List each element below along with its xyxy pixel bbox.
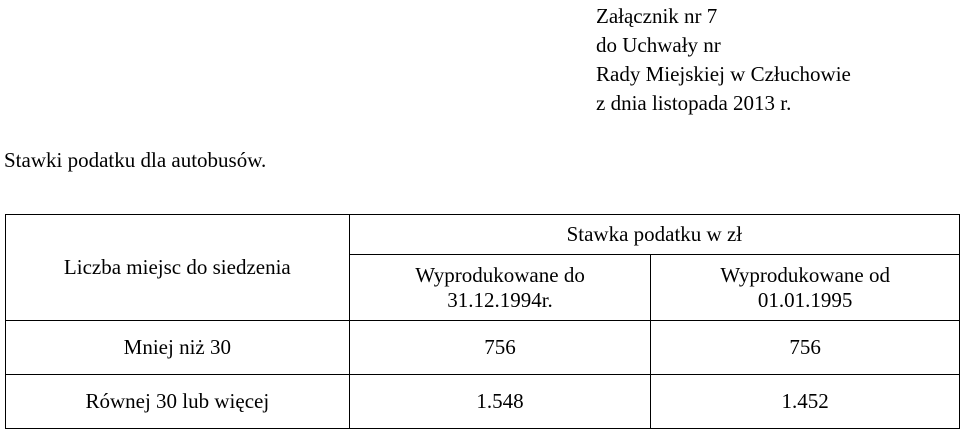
table-row	[6, 375, 960, 429]
annex-council: Rady Miejskiej w Człuchowie	[596, 62, 851, 86]
cell-rate-after: 756	[651, 321, 960, 375]
cell-rate-after: 1.452	[651, 375, 960, 429]
tax-rates-table	[5, 214, 960, 429]
subheader-produced-after-line2: 01.01.1995	[757, 287, 853, 312]
annex-number: Załącznik nr 7	[596, 4, 718, 28]
subheader-produced-before	[349, 255, 651, 321]
subheader-produced-after	[651, 255, 960, 321]
table-header-row	[6, 215, 960, 255]
annex-header	[596, 2, 851, 118]
subheader-produced-before-line1: Wyprodukowane do	[415, 262, 585, 287]
subheader-produced-before-line2: 31.12.1994r.	[447, 287, 553, 312]
subheader-produced-after-line1: Wyprodukowane od	[720, 262, 890, 287]
document-subject: Stawki podatku dla autobusów.	[4, 148, 267, 172]
cell-seats: Mniej niż 30	[6, 321, 350, 375]
annex-resolution: do Uchwały nr	[596, 33, 721, 57]
table-row	[6, 321, 960, 375]
cell-rate-before: 1.548	[349, 375, 651, 429]
cell-rate-before: 756	[349, 321, 651, 375]
cell-seats: Równej 30 lub więcej	[6, 375, 350, 429]
annex-date: z dnia listopada 2013 r.	[596, 91, 792, 115]
header-rate: Stawka podatku w zł	[349, 215, 959, 255]
header-seats: Liczba miejsc do siedzenia	[6, 215, 350, 321]
